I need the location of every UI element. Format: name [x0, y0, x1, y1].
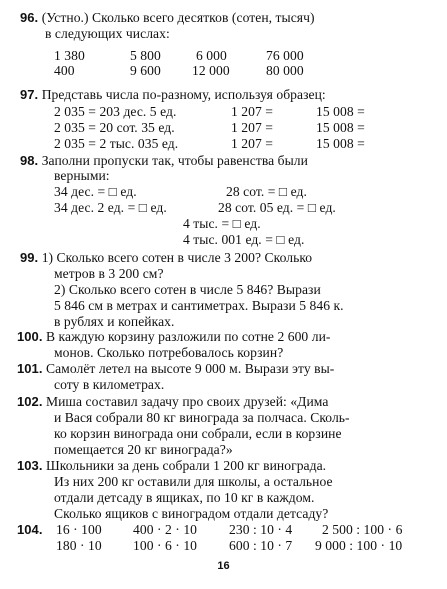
- equation-cell: 15 008 =: [316, 104, 365, 119]
- number-cell: 1 380: [54, 48, 85, 63]
- equation-cell: 2 035 = 2 тыс. 035 ед.: [54, 136, 179, 151]
- expression-cell: 100 · 6 · 10: [133, 538, 198, 553]
- problem-100-line1: 100. В каждую корзину разложили по сотне 2 600 ли-: [17, 329, 331, 344]
- problem-103-line: Из них 200 кг оставили для школы, а остальное: [54, 474, 333, 489]
- equation-cell: 28 сот. 05 ед. = □ ед.: [218, 200, 336, 215]
- expression-cell: 600 : 10 · 7: [229, 538, 293, 553]
- number-cell: 6 000: [196, 48, 227, 63]
- equation-cell: 2 035 = 203 дес. 5 ед.: [54, 104, 177, 119]
- problem-102-line: ко корзин винограда они собрали, если в корзине: [54, 426, 342, 441]
- expression-cell: 2 500 : 100 · 6: [322, 522, 403, 537]
- expression-cell: 9 000 : 100 · 10: [315, 538, 403, 553]
- problem-99-line1: 99. 1) Сколько всего сотен в числе 3 200? Сколько: [20, 250, 313, 265]
- number-cell: 76 000: [266, 48, 304, 63]
- problem-102-line1: 102. Миша составил задачу про своих друзей: «Дима: [17, 394, 329, 409]
- equation-cell: 34 дес. 2 ед. = □ ед.: [54, 200, 167, 215]
- equation-cell: 34 дес. = □ ед.: [54, 184, 137, 199]
- problem-96-line1: 96. (Устно.) Сколько всего десятков (сотен, тысяч): [20, 10, 315, 25]
- problem-103-line: Сколько ящиков с виноградом отдали детсаду?: [54, 506, 329, 521]
- equation-cell: 15 008 =: [316, 120, 365, 135]
- equation-cell: 28 сот. = □ ед.: [226, 184, 307, 199]
- number-cell: 5 800: [130, 48, 161, 63]
- problem-98-line1: 98. Заполни пропуски так, чтобы равенства были: [20, 153, 308, 168]
- problem-102-line: и Вася собрали 80 кг винограда за полчаса. Сколь-: [54, 410, 350, 425]
- page-number: 16: [217, 560, 230, 572]
- expression-cell: 16 · 100: [56, 522, 102, 537]
- problem-96-line2: в следующих числах:: [45, 26, 170, 41]
- equation-cell: 4 тыс. = □ ед.: [183, 216, 261, 231]
- problem-101-line1: 101. Самолёт летел на высоте 9 000 м. Вырази эту вы-: [17, 361, 335, 376]
- equation-cell: 2 035 = 20 сот. 35 ед.: [54, 120, 175, 135]
- number-cell: 400: [54, 63, 75, 78]
- number-cell: 12 000: [192, 63, 230, 78]
- equation-cell: 15 008 =: [316, 136, 365, 151]
- problem-99-line: в рублях и копейках.: [54, 314, 175, 329]
- expression-cell: 400 · 2 · 10: [133, 522, 198, 537]
- problem-102-line: помещается 20 кг винограда?»: [54, 442, 233, 457]
- problem-103-line: отдали детсаду в ящиках, по 10 кг в каждом.: [54, 490, 315, 505]
- expression-cell: 180 · 10: [56, 538, 102, 553]
- equation-cell: 4 тыс. 001 ед. = □ ед.: [183, 232, 305, 247]
- equation-cell: 1 207 =: [231, 120, 274, 135]
- expression-cell: 230 : 10 · 4: [229, 522, 293, 537]
- problem-97-line1: 97. Представь числа по-разному, используя образец:: [20, 87, 326, 102]
- problem-99-line: 2) Сколько всего сотен в числе 5 846? Вырази: [54, 282, 321, 297]
- equation-cell: 1 207 =: [231, 136, 274, 151]
- problem-101-line: соту в километрах.: [54, 377, 165, 392]
- problem-99-line: 5 846 см в метрах и сантиметрах. Вырази 5 846 к.: [54, 298, 344, 313]
- number-cell: 80 000: [266, 63, 304, 78]
- problem-103-line1: 103. Школьники за день собрали 1 200 кг винограда.: [17, 458, 327, 473]
- problem-99-line: метров в 3 200 см?: [54, 266, 164, 281]
- problem-100-line: монов. Сколько потребовалось корзин?: [54, 345, 284, 360]
- problem-104-label: 104.: [17, 522, 43, 537]
- number-cell: 9 600: [130, 63, 161, 78]
- equation-cell: 1 207 =: [231, 104, 274, 119]
- problem-98-line2: верными:: [54, 168, 110, 183]
